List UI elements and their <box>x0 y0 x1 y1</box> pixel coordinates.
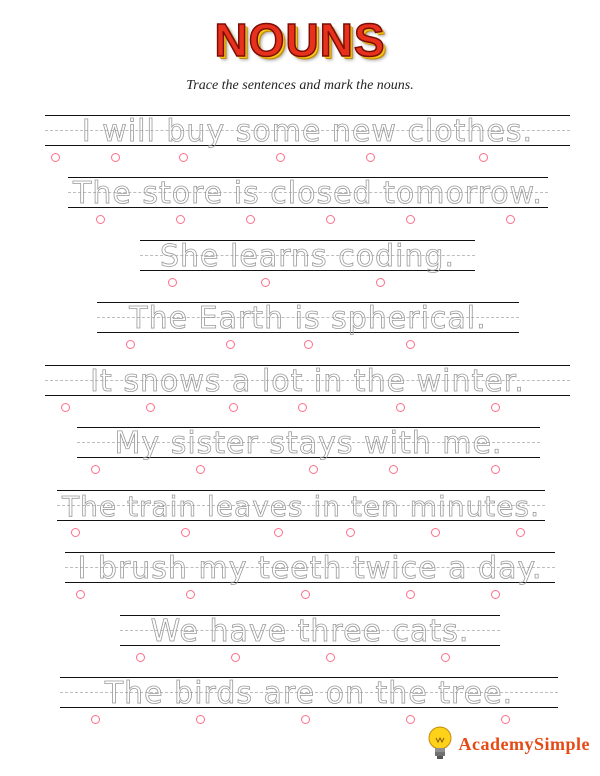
logo-text: AcademySimple <box>458 733 590 754</box>
mark-circle[interactable] <box>431 528 440 537</box>
mark-circle[interactable] <box>186 590 195 599</box>
mark-circle[interactable] <box>326 653 335 662</box>
mark-circle[interactable] <box>406 215 415 224</box>
mark-circle[interactable] <box>226 340 235 349</box>
mark-circle[interactable] <box>111 153 120 162</box>
mark-circle[interactable] <box>479 153 488 162</box>
sentence-row <box>77 427 540 471</box>
trace-sentence[interactable]: The train leaves in ten minutes. <box>61 490 541 523</box>
title-text: NOUNS <box>214 14 386 66</box>
trace-sentence[interactable]: We have three cats. <box>150 614 470 649</box>
trace-sentence[interactable]: The birds are on the tree. <box>104 676 514 711</box>
trace-sentence[interactable]: The store is closed tomorrow. <box>73 176 543 211</box>
mark-circle[interactable] <box>309 465 318 474</box>
mark-circle[interactable] <box>181 528 190 537</box>
sentence-row <box>45 115 570 159</box>
mark-circle[interactable] <box>406 715 415 724</box>
mark-circle[interactable] <box>76 590 85 599</box>
sentence-row <box>140 240 475 284</box>
trace-sentence[interactable]: I brush my teeth twice a day. <box>77 551 543 586</box>
mark-circle[interactable] <box>304 340 313 349</box>
mark-circle[interactable] <box>231 653 240 662</box>
mark-circle[interactable] <box>51 153 60 162</box>
mark-circle[interactable] <box>326 215 335 224</box>
sentence-row <box>120 615 500 659</box>
mark-circle[interactable] <box>71 528 80 537</box>
sentence-row <box>97 302 519 346</box>
mark-circle[interactable] <box>246 215 255 224</box>
sentence-row <box>60 677 558 721</box>
mark-circle[interactable] <box>136 653 145 662</box>
sentence-row <box>57 490 545 534</box>
mark-circle[interactable] <box>126 340 135 349</box>
mark-circle[interactable] <box>491 403 500 412</box>
mark-circle[interactable] <box>491 590 500 599</box>
trace-sentence[interactable]: My sister stays with me. <box>114 426 503 461</box>
worksheet-title <box>0 12 600 68</box>
mark-circle[interactable] <box>406 590 415 599</box>
mark-circle[interactable] <box>91 715 100 724</box>
mark-circle[interactable] <box>176 215 185 224</box>
mark-circle[interactable] <box>389 465 398 474</box>
mark-circle[interactable] <box>301 715 310 724</box>
mark-circle[interactable] <box>96 215 105 224</box>
mark-circle[interactable] <box>501 715 510 724</box>
mark-circle[interactable] <box>276 153 285 162</box>
instruction-text: Trace the sentences and mark the nouns. <box>186 78 414 93</box>
lightbulb-icon <box>427 725 453 763</box>
mark-circle[interactable] <box>366 153 375 162</box>
mark-circle[interactable] <box>406 340 415 349</box>
mark-circle[interactable] <box>506 215 515 224</box>
sentence-row <box>65 552 555 596</box>
sentence-row <box>68 177 548 221</box>
mark-circle[interactable] <box>168 278 177 287</box>
mark-circle[interactable] <box>376 278 385 287</box>
mark-circle[interactable] <box>179 153 188 162</box>
mark-circle[interactable] <box>146 403 155 412</box>
sentence-row <box>45 365 570 409</box>
mark-circle[interactable] <box>91 465 100 474</box>
mark-circle[interactable] <box>196 715 205 724</box>
mark-circle[interactable] <box>396 403 405 412</box>
brand-logo <box>427 724 591 764</box>
trace-sentence[interactable]: I will buy some new clothes. <box>81 114 534 149</box>
mark-circle[interactable] <box>229 403 238 412</box>
trace-sentence[interactable]: It snows a lot in the winter. <box>90 364 525 399</box>
mark-circle[interactable] <box>61 403 70 412</box>
mark-circle[interactable] <box>301 590 310 599</box>
mark-circle[interactable] <box>346 528 355 537</box>
trace-sentence[interactable]: The Earth is spherical. <box>129 301 487 336</box>
mark-circle[interactable] <box>441 653 450 662</box>
mark-circle[interactable] <box>196 465 205 474</box>
mark-circle[interactable] <box>516 528 525 537</box>
mark-circle[interactable] <box>274 528 283 537</box>
mark-circle[interactable] <box>298 403 307 412</box>
trace-sentence[interactable]: She learns coding. <box>159 239 456 274</box>
mark-circle[interactable] <box>261 278 270 287</box>
mark-circle[interactable] <box>491 465 500 474</box>
